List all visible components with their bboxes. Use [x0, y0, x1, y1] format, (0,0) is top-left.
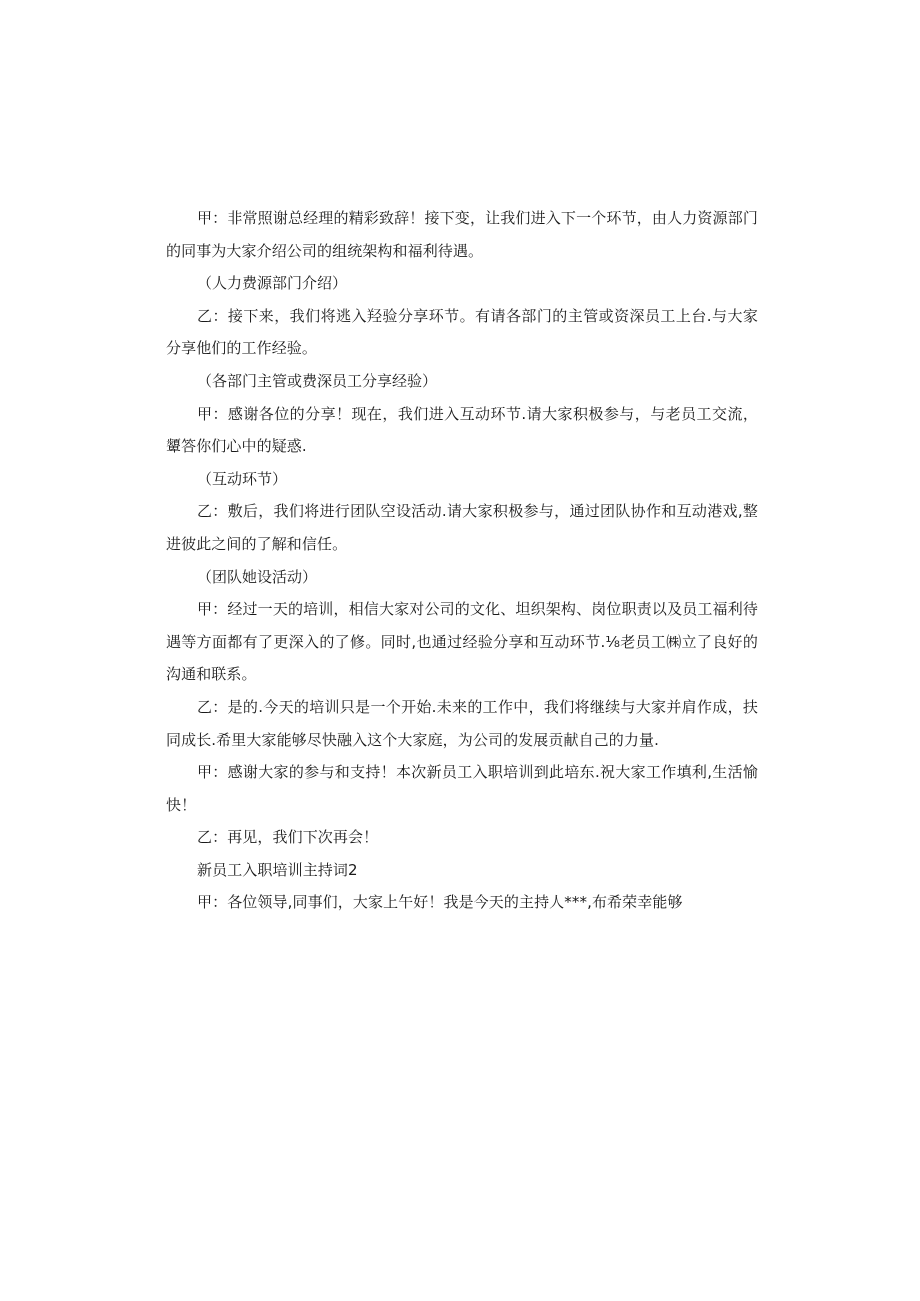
- paragraph-yi-speech-2: 乙：敷后，我们将进行团队空设活动.请大家积极参与，通过团队协作和互动港戏,整进彼此之间的了解和信任。: [166, 502, 758, 553]
- paragraph-yi-speech-4: 乙：再见，我们下次再会！: [197, 828, 379, 847]
- stage-note-hr-intro: （人力费源部门介绍）: [197, 274, 348, 293]
- paragraph-jia-speech-4: 甲：感谢大家的参与和支持！本次新员工入职培训到此培东.祝大家工作填利,生活愉快！: [166, 763, 758, 814]
- stage-note-team-building: （团队她设活动）: [197, 567, 318, 586]
- paragraph-yi-speech-1: 乙：接下来，我们将逃入羟验分享环节。有请各部门的主管或资深员工上台.与大家分享他们的工作经验。: [166, 306, 758, 358]
- stage-note-interaction: （互动环节）: [197, 469, 288, 488]
- paragraph-jia-speech-5: 甲：各位领导,同事们，大家上午好！我是今天的主持人***,布希荣幸能够: [197, 893, 683, 912]
- stage-note-experience-sharing: （各部门主管或费深员工分享经验）: [197, 371, 438, 390]
- paragraph-jia-speech-1: 甲：非常照谢总经理的精彩致辞！接下变，让我们进入下一个环节，由人力资源部门的同事为大家介绍公司的组统架构和福利待遇。: [166, 209, 758, 260]
- section-heading: 新员工入职培训主持词2: [197, 860, 358, 879]
- paragraph-yi-speech-3: 乙：是的.今天的培训只是一个开始.未来的工作中，我们将继续与大家并肩作成，扶同成长.希里大家能够尽快融入这个大家庭，为公司的发展贡献自己的力量.: [166, 697, 758, 749]
- paragraph-jia-speech-3: 甲：经过一天的培训，相信大家对公司的文化、坦织架构、岗位职责以及员工福利待遇等方面都有了更深入的了修。同时,也通过经验分享和互动环节.⅛老员工㈱立了良好的沟通和联系。: [166, 600, 758, 684]
- paragraph-jia-speech-2: 甲：感谢各位的分享！现在，我们进入互动环节.请大家积极参与，与老员工交流，顰答你们心中的疑惑.: [166, 404, 758, 456]
- document-body: [166, 202, 758, 919]
